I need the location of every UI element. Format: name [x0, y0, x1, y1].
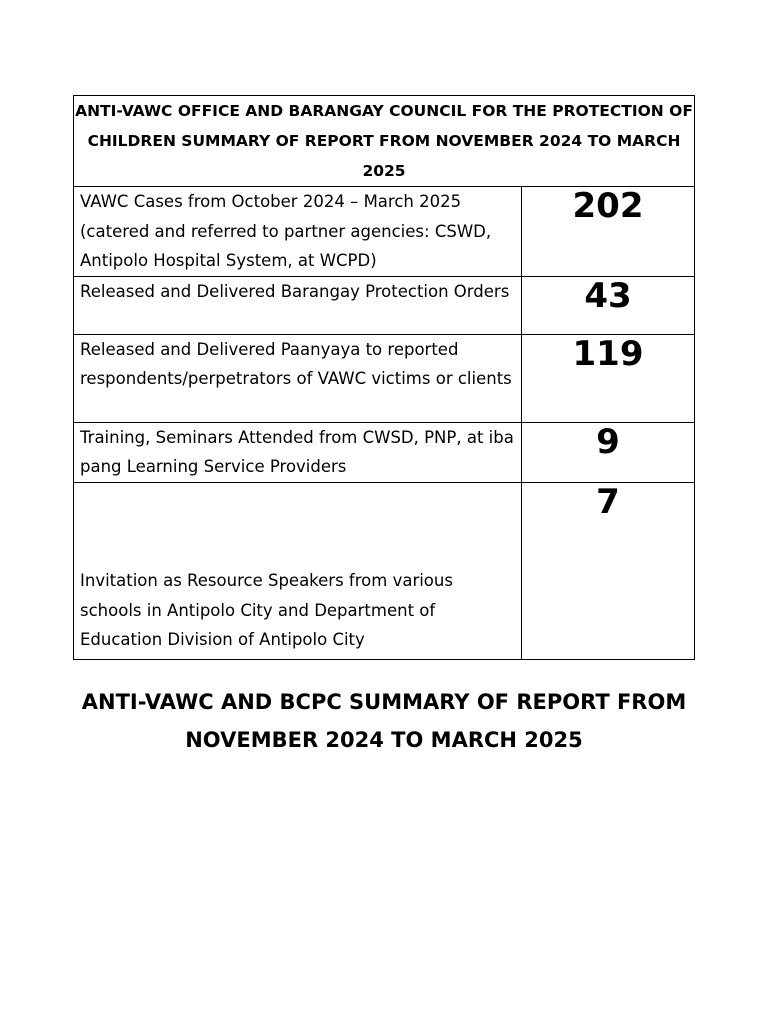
row-value: 9 [522, 422, 695, 482]
table-row [74, 482, 695, 659]
row-description: Training, Seminars Attended from CWSD, PNP, at iba pang Learning Service Providers [74, 422, 522, 482]
row-description: VAWC Cases from October 2024 – March 2025 (catered and referred to partner agencies: CSWD, Antipolo Hospital System, at WCPD) [74, 187, 522, 277]
table-title-row [74, 96, 695, 187]
row-value: 119 [522, 334, 695, 422]
report-table [73, 95, 695, 660]
table-row [74, 187, 695, 277]
summary-heading: ANTI-VAWC AND BCPC SUMMARY OF REPORT FROM NOVEMBER 2024 TO MARCH 2025 [81, 690, 687, 752]
row-value: 7 [522, 482, 695, 659]
table-row [74, 422, 695, 482]
table-row [74, 334, 695, 422]
row-description: Invitation as Resource Speakers from various schools in Antipolo City and Department of Education Division of Antipolo City [74, 482, 522, 659]
row-description: Released and Delivered Paanyaya to reported respondents/perpetrators of VAWC victims or clients [74, 334, 522, 422]
table-title: ANTI-VAWC OFFICE AND BARANGAY COUNCIL FOR THE PROTECTION OF CHILDREN SUMMARY OF REPORT FROM NOVEMBER 2024 TO MARCH 2025 [74, 96, 695, 187]
row-value: 202 [522, 187, 695, 277]
row-description: Released and Delivered Barangay Protection Orders [74, 276, 522, 334]
row-value: 43 [522, 276, 695, 334]
table-row [74, 276, 695, 334]
